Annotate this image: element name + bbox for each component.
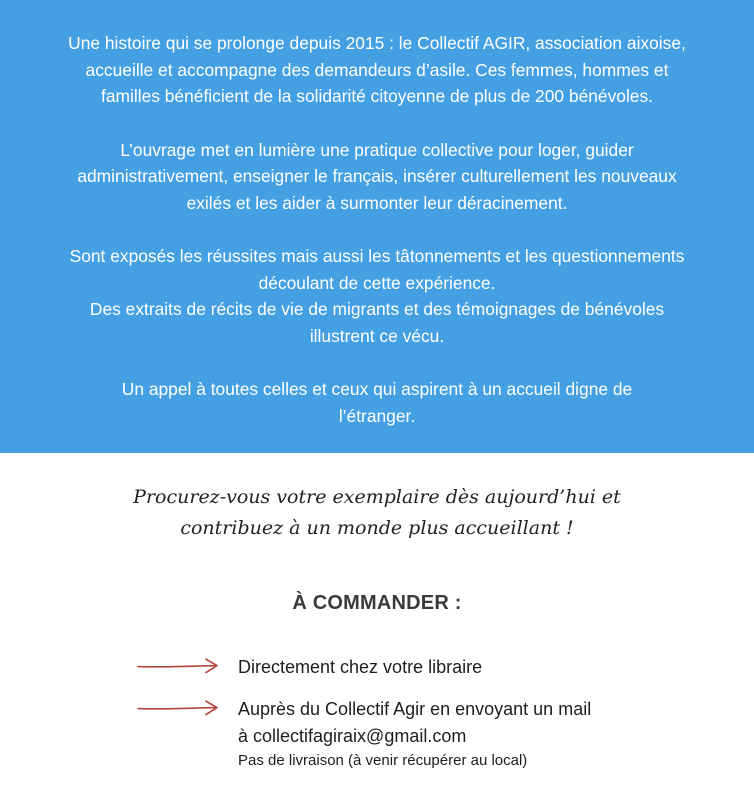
text-line: accueille et accompagne des demandeurs d’asile. Ces femmes, hommes et xyxy=(85,59,669,80)
intro-paragraph-5 xyxy=(27,376,727,429)
intro-paragraph-1 xyxy=(27,30,727,110)
text-line: Des extraits de récits de vie de migrants et des témoignages de bénévoles xyxy=(89,299,665,319)
text-line: administrativement, enseigner le français, insérer culturellement les nouveaux xyxy=(77,166,677,186)
order-option-text xyxy=(238,654,482,681)
text-line: Une histoire qui se prolonge depuis 2015 : le Collectif AGIR, association aixoise, xyxy=(68,33,686,53)
intro-paragraph-3 xyxy=(27,243,727,296)
text-line: illustrent ce vécu. xyxy=(309,325,445,346)
cta-line-2: contribuez à un monde plus accueillant ! xyxy=(180,517,574,539)
text-line: l’étranger. xyxy=(338,405,416,426)
order-option-text xyxy=(238,696,591,772)
intro-paragraph-2 xyxy=(27,137,727,217)
text-line: Sont exposés les réussites mais aussi les tâtonnements et les questionnements xyxy=(69,246,685,266)
arrow-right-icon xyxy=(137,658,219,674)
intro-paragraph-4 xyxy=(27,296,727,349)
delivery-note: Pas de livraison (à venir récupérer au local) xyxy=(238,752,528,769)
order-option-label: Auprès du Collectif Agir en envoyant un mail xyxy=(238,699,592,719)
order-option-label: Directement chez votre libraire xyxy=(238,657,483,677)
text-line: découlant de cette expérience. xyxy=(258,272,496,293)
text-line: Un appel à toutes celles et ceux qui aspirent à un accueil digne de xyxy=(121,379,633,399)
text-line: exilés et les aider à surmonter leur déracinement. xyxy=(186,192,568,213)
call-to-action xyxy=(0,482,754,544)
email-address[interactable]: à collectifagiraix@gmail.com xyxy=(238,726,467,746)
order-heading: À COMMANDER : xyxy=(292,592,462,614)
text-line: L’ouvrage met en lumière une pratique collective pour loger, guider xyxy=(120,139,634,160)
arrow-right-icon xyxy=(137,700,219,716)
text-line: familles bénéficient de la solidarité citoyenne de plus de 200 bénévoles. xyxy=(100,86,654,106)
cta-line-1: Procurez-vous votre exemplaire dès aujourd’hui et xyxy=(133,486,621,508)
